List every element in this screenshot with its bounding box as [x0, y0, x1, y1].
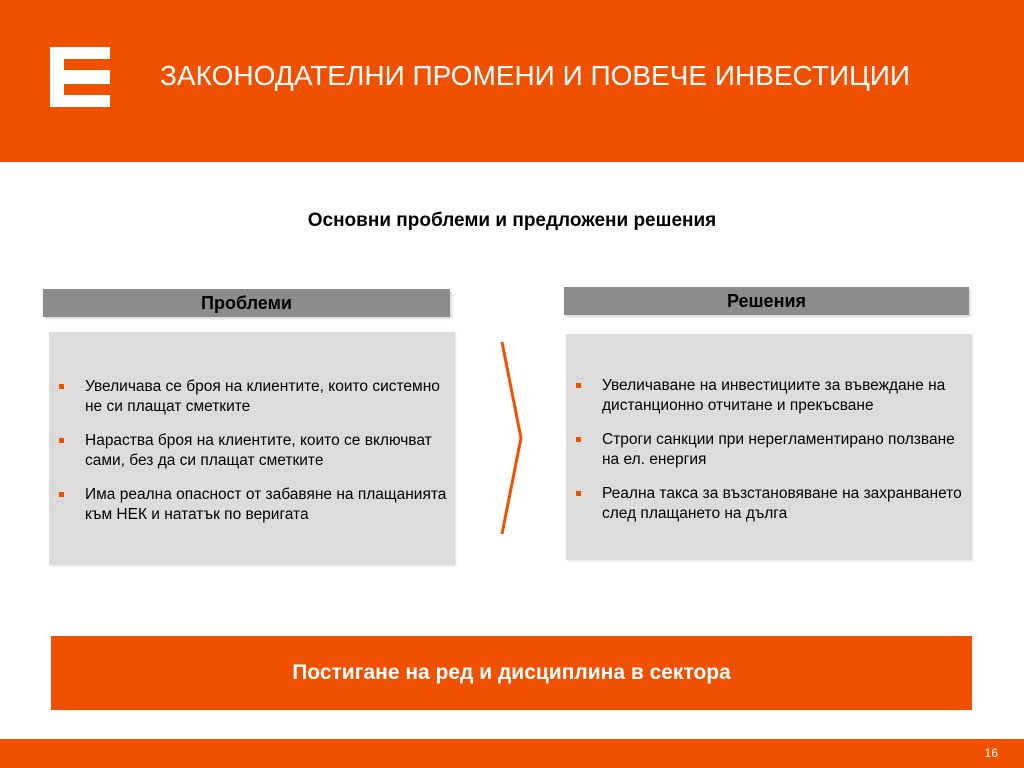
section-subtitle: Основни проблеми и предложени решения — [307, 210, 717, 231]
page-number: 16 — [984, 746, 998, 760]
problem-item — [59, 485, 451, 525]
header-bar — [0, 0, 1024, 162]
bullet-square-icon — [59, 438, 64, 443]
bullet-square-icon — [576, 437, 581, 442]
arrow-right-icon — [495, 340, 527, 536]
solutions-list — [576, 376, 966, 538]
footer-bar — [0, 739, 1024, 768]
problem-item — [59, 377, 451, 417]
solution-item-text: Строги санкции при нерегламентирано ползване на ел. енергия — [602, 431, 955, 468]
solutions-heading: Решения — [564, 287, 969, 315]
bullet-square-icon — [576, 383, 581, 388]
solution-item — [576, 430, 966, 470]
problem-item-text: Увеличава се броя на клиентите, които системно не си плащат сметките — [85, 378, 440, 415]
bullet-square-icon — [576, 491, 581, 496]
problems-heading: Проблеми — [43, 289, 450, 317]
problem-item-text: Има реална опасност от забавяне на плащанията към НЕК и нататък по веригата — [85, 486, 447, 523]
problem-item — [59, 431, 451, 471]
solution-item-text: Реална такса за възстановяване на захранването след плащането на дълга — [602, 485, 962, 522]
cez-logo-icon — [50, 47, 110, 107]
solution-item — [576, 376, 966, 416]
bullet-square-icon — [59, 492, 64, 497]
bullet-square-icon — [59, 384, 64, 389]
solutions-panel — [566, 334, 972, 560]
solution-item-text: Увеличаване на инвестициите за въвеждане на дистанционно отчитане и прекъсване — [602, 377, 946, 414]
conclusion-banner: Постигане на ред и дисциплина в сектора — [51, 636, 972, 710]
solution-item — [576, 484, 966, 524]
problems-panel — [49, 332, 455, 565]
problem-item-text: Нараства броя на клиентите, които се включват сами, без да си плащат сметките — [85, 432, 432, 469]
problems-list — [59, 377, 451, 539]
page-title: ЗАКОНОДАТЕЛНИ ПРОМЕНИ И ПОВЕЧЕ ИНВЕСТИЦИИ — [160, 60, 911, 91]
